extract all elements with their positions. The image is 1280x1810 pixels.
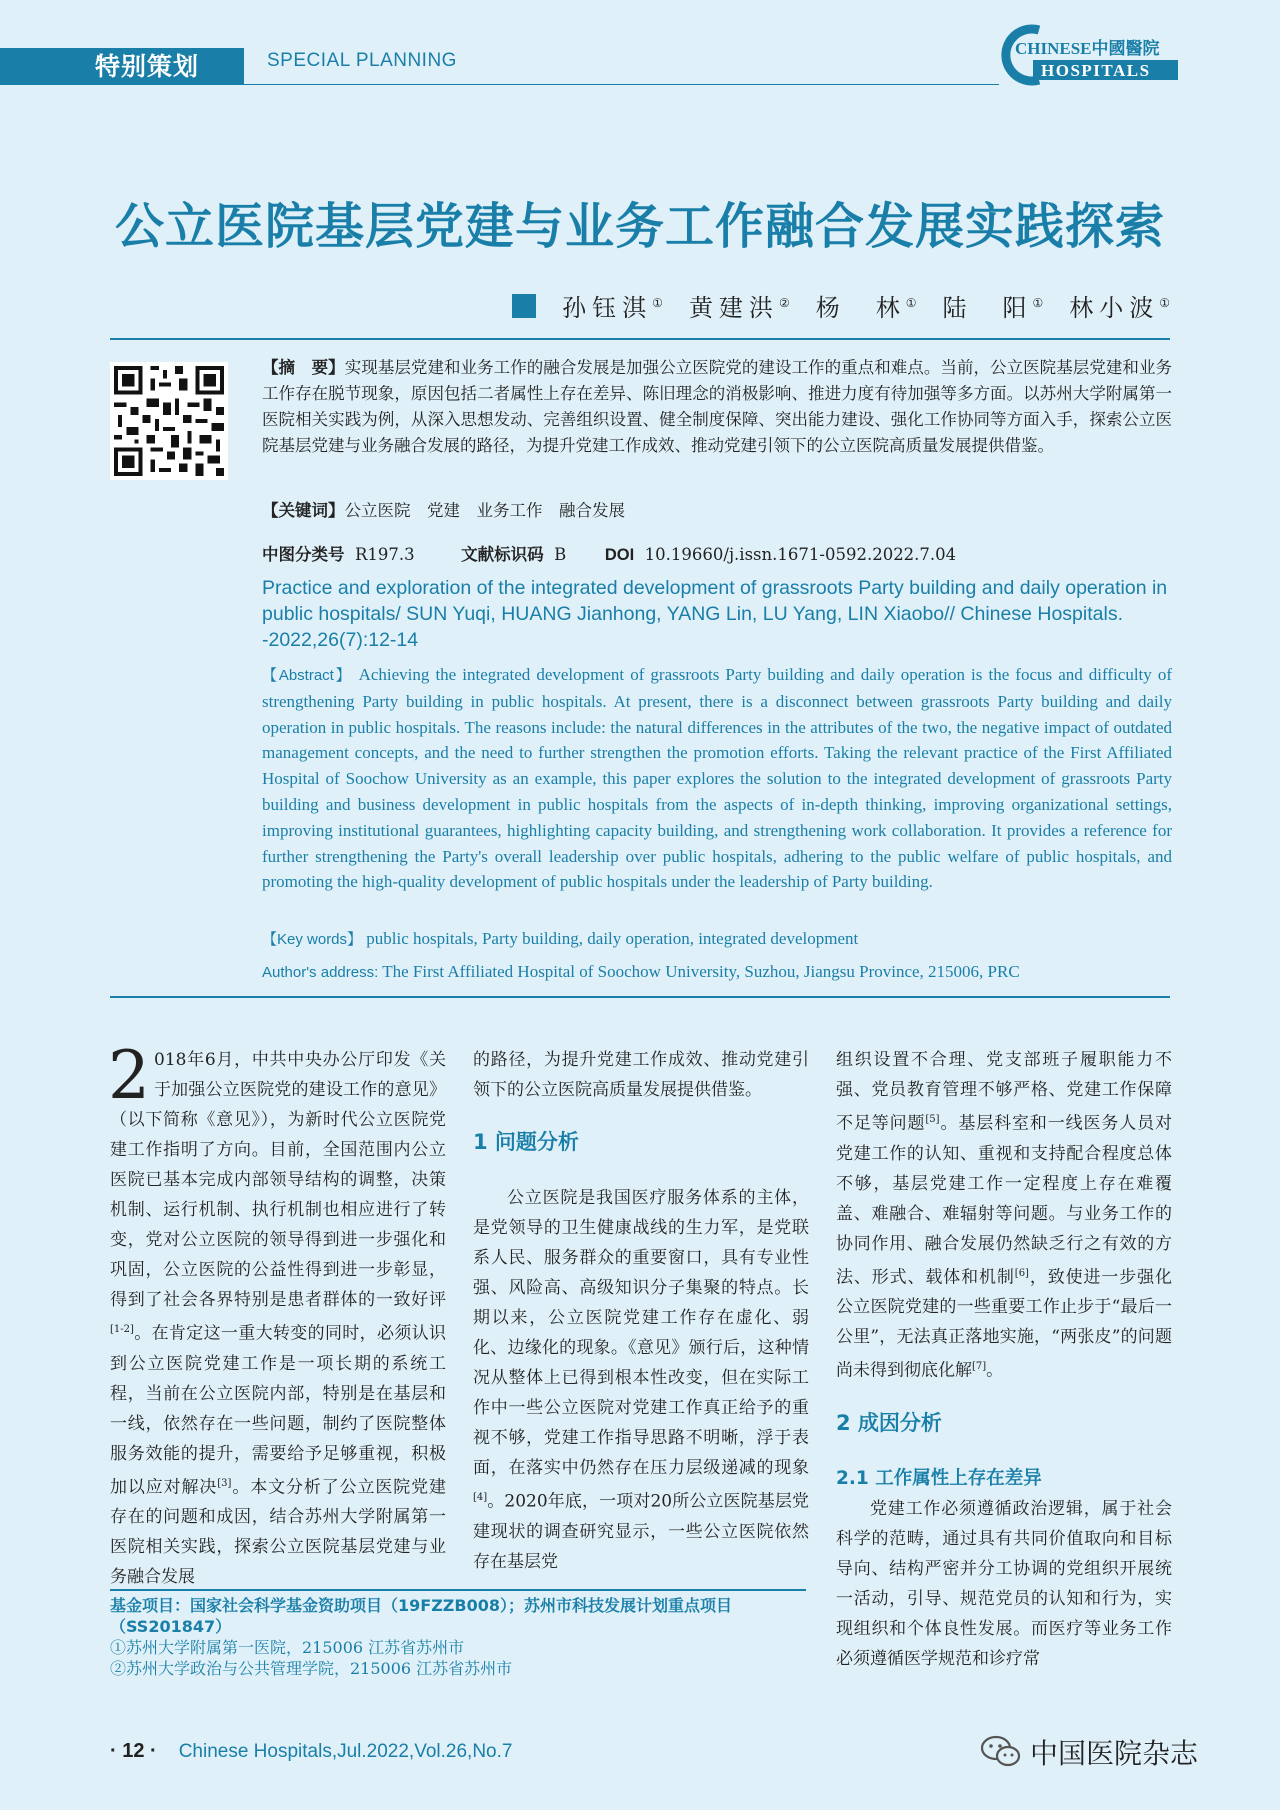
logo-text-top: CHINESE中國醫院	[1015, 39, 1160, 58]
author-address	[262, 962, 1172, 982]
journal-logo	[995, 24, 1180, 86]
body-paragraph: 公立医院是我国医疗服务体系的主体，是党领导的卫生健康战线的生力军，是党联系人民、服务群众的重要窗口，具有专业性强、风险高、高级知识分子集聚的特点。长期以来，公立医院党建工作存在虚化、弱化、边缘化的现象。《意见》颁行后，这种情况从整体上已得到根本性改变，但在实际工作中一些公立医院对党建工作真正给予的重视不够，党建工作指导思路不明晰，浮于表面，在落实中仍然存在压力层级递减的现象[4]。2020年底，一项对20所公立医院基层党建现状的调查研究显示，一些公立医院依然存在基层党	[473, 1188, 809, 1572]
citation[interactable]: [6]	[1014, 1267, 1029, 1279]
author: 黄建洪②	[688, 294, 790, 322]
abstract-bottom-rule	[110, 996, 1170, 998]
doc-code-label: 文献标识码	[461, 545, 544, 564]
subsection-heading: 2.1 工作属性上存在差异	[836, 1467, 1042, 1489]
abstract-top-rule	[110, 338, 1170, 340]
english-title: Practice and exploration of the integrated development of grassroots Party building and daily operation in public hospitals/ SUN Yuqi, HUANG Jianhong, YANG Lin, LU Yang, LIN Xiaobo// Chinese Hospitals. -2022,26(7):12-14	[262, 577, 1168, 651]
author-list	[512, 288, 1170, 323]
author: 陆 阳①	[942, 294, 1044, 322]
author-address-label: Author's address:	[262, 964, 379, 981]
section-tag: 特别策划	[0, 48, 244, 85]
affiliation-line: ①苏州大学附属第一医院，215006 江苏省苏州市	[110, 1638, 465, 1657]
citation[interactable]: [3]	[217, 1477, 232, 1489]
english-abstract	[262, 662, 1172, 895]
body-paragraph: 的路径，为提升党建工作成效、推动党建引领下的公立医院高质量发展提供借鉴。	[473, 1050, 809, 1100]
clc-value: R197.3	[355, 545, 415, 564]
qr-code-graphic	[110, 362, 228, 480]
english-abstract-label: 【Abstract】	[262, 667, 353, 684]
keywords-zh-label: 【关键词】	[262, 501, 345, 520]
section-tag-en: SPECIAL PLANNING	[267, 50, 457, 71]
keywords-zh	[262, 498, 1172, 524]
article-title: 公立医院基层党建与业务工作融合发展实践探索	[114, 198, 1165, 255]
author: 孙钰淇①	[562, 294, 663, 322]
doi-label: DOI	[604, 546, 635, 564]
page-number: · 12 ·	[110, 1740, 157, 1762]
keywords-zh-text: 公立医院 党建 业务工作 融合发展	[344, 501, 625, 520]
body-paragraph: 党建工作必须遵循政治逻辑，属于社会科学的范畴，通过具有共同价值取向和目标导向、结构严密并分工协调的党组织开展统一活动，引导、规范党员的认知和行为，实现组织和个体良性发展。而医疗等业务工作必须遵循医学规范和诊疗常	[836, 1498, 1172, 1669]
author-marker-square	[512, 294, 536, 318]
funding-line: 基金项目：国家社会科学基金资助项目（19FZZB008）；苏州市科技发展计划重点项目（SS201847）	[110, 1596, 732, 1636]
wechat-watermark	[980, 1732, 1198, 1772]
body-column-1	[108, 1037, 447, 1592]
author-address-text: The First Affiliated Hospital of Soochow University, Suzhou, Jiangsu Province, 215006, PRC	[382, 962, 1020, 981]
doc-code-value: B	[554, 545, 567, 564]
body-column-3	[836, 1045, 1172, 1674]
logo-text-bottom: HOSPITALS	[1041, 61, 1151, 80]
english-keywords	[262, 928, 1172, 949]
citation[interactable]: [7]	[972, 1361, 987, 1373]
drop-cap: 2	[108, 1037, 150, 1114]
english-keywords-text: public hospitals, Party building, daily operation, integrated development	[366, 929, 859, 948]
abstract-zh-label: 【摘 要】	[262, 358, 345, 377]
body-paragraph: 2 018年6月，中共中央办公厅印发《关于加强公立医院党的建设工作的意见》（以下简称《意见》），为新时代公立医院党建工作指明了方向。目前，全国范围内公立医院已基本完成内部领导结构的调整，决策机制、运行机制、执行机制也相应进行了转变，党对公立医院的领导得到进一步强化和巩固，公立医院的公益性得到进一步彰显，得到了社会各界特别是患者群体的一致好评[1-2]。在肯定这一重大转变的同时，必须认识到公立医院党建工作是一项长期的系统工程，当前在公立医院内部，特别是在基层和一线，依然存在一些问题，制约了医院整体服务效能的提升，需要给予足够重视，积极加以应对解决[3]。本文分析了公立医院党建存在的问题和成因，结合苏州大学附属第一医院相关实践，探索公立医院基层党建与业务融合发展	[108, 1037, 447, 1588]
author: 杨 林①	[815, 294, 917, 322]
citation[interactable]: [1-2]	[110, 1324, 134, 1335]
header-rule	[244, 84, 999, 85]
body-column-2	[473, 1045, 809, 1577]
citation[interactable]: [5]	[925, 1114, 940, 1125]
section-heading: 2 成因分析	[836, 1410, 942, 1435]
journal-logo-graphic	[995, 24, 1180, 86]
journal-citation: Chinese Hospitals,Jul.2022,Vol.26,No.7	[178, 1741, 513, 1762]
abstract-zh	[262, 355, 1172, 459]
classification-line	[262, 541, 956, 565]
doi-value[interactable]: 10.19660/j.issn.1671-0592.2022.7.04	[644, 545, 957, 564]
author: 林小波①	[1069, 294, 1170, 322]
clc-label: 中图分类号	[262, 545, 345, 564]
affiliation-line: ②苏州大学政治与公共管理学院，215006 江苏省苏州市	[110, 1659, 513, 1678]
funding-footnote	[110, 1595, 810, 1679]
citation[interactable]: [4]	[473, 1492, 488, 1503]
abstract-zh-text: 实现基层党建和业务工作的融合发展是加强公立医院党的建设工作的重点和难点。当前，公立医院基层党建和业务工作存在脱节现象，原因包括二者属性上存在差异、陈旧理念的消极影响、推进力度有待加强等多方面。以苏州大学附属第一医院相关实践为例，从深入思想发动、完善组织设置、健全制度保障、突出能力建设、强化工作协同等方面入手，探索公立医院基层党建与业务融合发展的路径，为提升党建工作成效、推动党建引领下的公立医院高质量发展提供借鉴。	[262, 358, 1173, 455]
qr-code[interactable]	[110, 362, 228, 480]
english-abstract-text: Achieving the integrated development of grassroots Party building and daily operation is the focus and difficulty of strengthening Party building in public hospitals. At present, there is a disconnect between grassroots Party building and daily operation in public hospitals. The reasons include: the natural differences in the attributes of the two, the negative impact of outdated management concepts, and the need to further strengthen the promotion efforts. Taking the relevant practice of the First Affiliated Hospital of Soochow University as an example, this paper explores the solution to the integrated development of grassroots Party building and business development in public hospitals from the aspects of in-depth thinking, improving organizational settings, improving institutional guarantees, highlighting capacity building, and strengthening work collaboration. It provides a reference for further strengthening the Party's overall leadership over public hospitals, adhering to the public welfare of public hospitals, and promoting the high-quality development of public hospitals under the leadership of Party building.	[262, 665, 1172, 892]
body-paragraph: 组织设置不合理、党支部班子履职能力不强、党员教育管理不够严格、党建工作保障不足等问题[5]。基层科室和一线医务人员对党建工作的认知、重视和支持配合程度总体不够，基层党建工作一定程度上存在难覆盖、难融合、难辐射等问题。与业务工作的协同作用、融合发展仍然缺乏行之有效的方法、形式、载体和机制[6]，致使进一步强化公立医院党建的一些重要工作止步于“最后一公里”，无法真正落地实施，“两张皮”的问题尚未得到彻底化解[7]。	[836, 1050, 1173, 1381]
footnote-rule	[110, 1589, 806, 1591]
english-keywords-label: 【Key words】	[262, 931, 363, 948]
page-footer	[110, 1740, 512, 1763]
section-heading: 1 问题分析	[473, 1130, 579, 1154]
wechat-icon	[980, 1734, 1022, 1770]
watermark-text: 中国医院杂志	[1030, 1737, 1199, 1770]
